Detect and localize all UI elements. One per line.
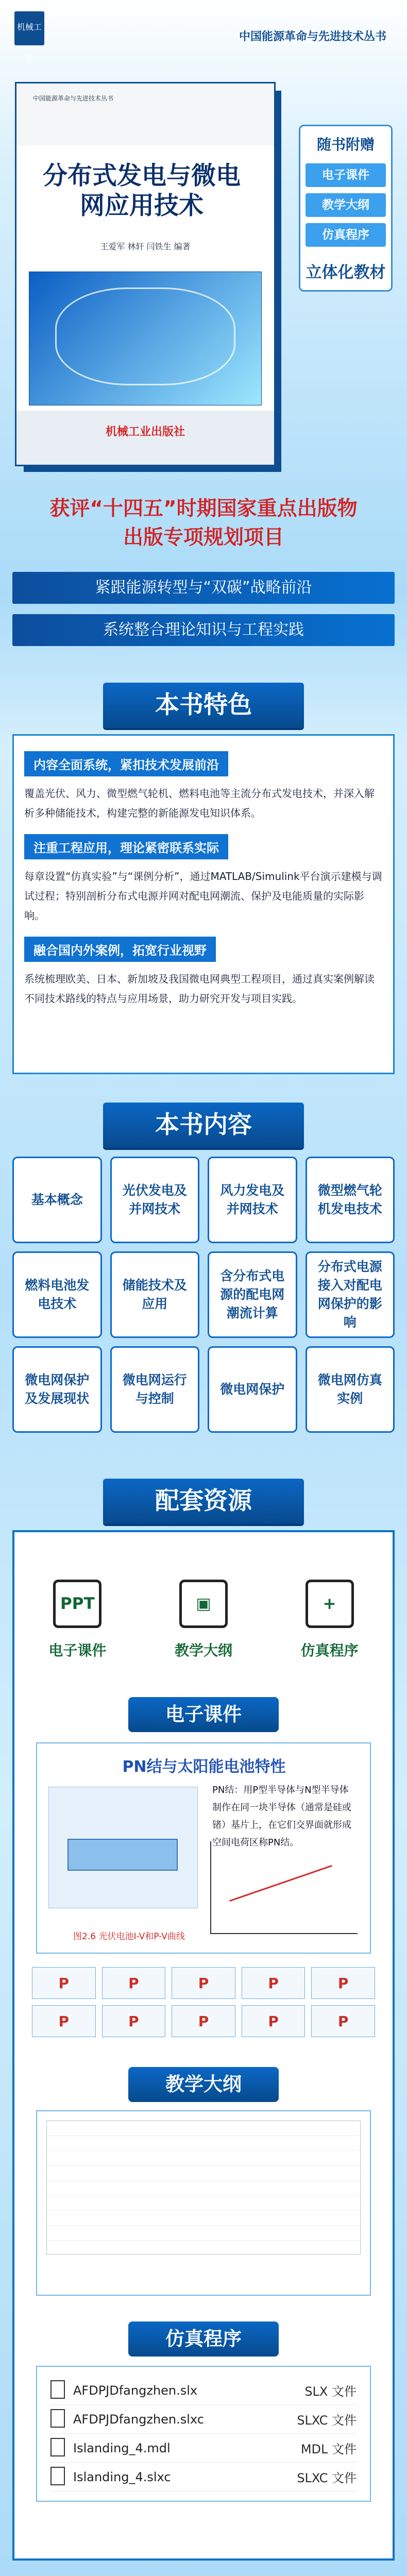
slide-explanation: PN结：用P型半导体与N型半导体制作在同一块半导体（通常是硅或锗）基片上，在它们交界面就形成空间电荷区称PN结。 [212,1785,351,1848]
gift-item-courseware: 电子课件 [306,163,386,187]
slide-caption: 图2.6 光伏电池I-V和P-V曲线 [73,1931,185,1942]
ppt-icon: PPT [53,1580,101,1628]
content-item: 基本概念 [12,1157,102,1243]
feature-text-2: 每章设置“仿真实验”与“课例分析”，通过MATLAB/Simulink平台演示建模与调试过程；特别剖析分布式电源并网对配电网潮流、保护及电能质量的实际影响。 [24,870,382,922]
slide-thumbnail: P [311,1967,375,1999]
slide-thumbnail: P [102,1967,166,1999]
slide-thumbnail: P [32,1967,96,1999]
outline-document [36,2110,371,2296]
contents-grid [12,1157,395,1433]
content-item: 储能技术及应用 [110,1251,200,1338]
slide-thumbnail: P [242,1967,306,1999]
resources-title: 配套资源 [103,1479,304,1524]
publisher-logo: 机械工业 [14,11,44,45]
award-line-1: 获评“十四五”时期国家重点出版物 [49,497,358,520]
file-name: AFDPJDfangzhen.slx [50,2383,269,2398]
resource-label: 教学大纲 [174,1642,232,1659]
feature-banner-1: 紧跟能源转型与“双碳”战略前沿 [12,572,395,604]
file-type: SLXC 文件 [297,2413,357,2428]
slide-thumbnail: P [102,2005,166,2037]
content-item: 光伏发电及并网技术 [110,1157,200,1243]
resource-syllabus [175,1580,232,1660]
content-item: 微电网保护 [208,1346,297,1433]
resources-panel [12,1530,395,2561]
file-name: Islanding_4.slxc [50,2470,269,2484]
program-file-row[interactable] [50,2463,357,2492]
book-cover [16,83,274,465]
file-type: MDL 文件 [300,2442,357,2456]
series-title: 中国能源革命与先进技术丛书 [239,30,386,43]
slide-thumbnail: P [172,2005,235,2037]
outline-table [46,2121,361,2255]
courseware-slide [36,1742,371,1954]
gift-footer: 立体化教材 [306,263,386,282]
feature-text-1: 覆盖光伏、风力、微型燃气轮机、燃料电池等主流分布式发电技术，并深入解析多种储能技术，构建完整的新能源发电知识体系。 [24,787,375,819]
award-line-2: 出版专项规划项目 [123,526,284,549]
outline-title: 教学大纲 [128,2067,279,2102]
iv-curve-chart [210,1841,358,1934]
gift-item-syllabus: 教学大纲 [306,193,386,217]
program-file-row[interactable] [50,2376,357,2405]
cover-circuit-decoration [55,287,235,385]
gift-box [299,125,393,292]
program-list [36,2366,371,2502]
file-type: SLX 文件 [304,2384,357,2399]
slide-thumbnail: P [172,1967,235,1999]
cover-image [29,272,262,405]
resource-icons [14,1543,393,1697]
content-item: 含分布式电源的配电网潮流计算 [208,1251,297,1338]
feature-heading-3: 融合国内外案例，拓宽行业视野 [24,937,216,962]
content-item: 微电网保护及发展现状 [12,1346,102,1433]
cover-author: 王爱军 林轩 闫铁生 编著 [100,242,191,251]
pn-junction-diagram [48,1787,198,1908]
resource-courseware [48,1580,106,1660]
programs-title: 仿真程序 [128,2321,279,2357]
file-name: AFDPJDfangzhen.slxc [50,2412,269,2427]
slide-thumbnail: P [32,2005,96,2037]
feature-heading-1: 内容全面系统，紧扣技术发展前沿 [24,751,228,776]
cover-title: 分布式发电与微电网应用技术 [42,161,241,220]
cover-publisher-area [16,411,274,465]
file-name: Islanding_4.mdl [50,2441,269,2455]
plus-icon: + [306,1580,354,1628]
feature-text-3: 系统梳理欧美、日本、新加坡及我国微电网典型工程项目，通过真实案例解读不同技术路线的特点与应用场景，助力研究开发与项目实践。 [24,973,375,1005]
feature-heading-2: 注重工程应用，理论紧密联系实际 [24,834,228,859]
slide-title: PN结与太阳能电池特性 [122,1758,286,1776]
feature-banner-2: 系统整合理论知识与工程实践 [12,614,395,646]
file-type: SLXC 文件 [297,2471,357,2485]
resource-label: 电子课件 [48,1642,107,1659]
program-file-row[interactable] [50,2434,357,2463]
content-item: 微型燃气轮机发电技术 [306,1157,395,1243]
contents-title: 本书内容 [103,1103,304,1148]
slide-thumbnail: P [311,2005,375,2037]
cover-series-text: 中国能源革命与先进技术丛书 [16,83,274,145]
award-headline [10,495,397,552]
document-icon: ▣ [179,1580,228,1628]
features-title: 本书特色 [103,683,304,728]
gift-item-simulation: 仿真程序 [306,223,386,247]
iv-curve-line [229,1865,332,1902]
slide-thumbnail: P [242,2005,306,2037]
features-box [12,734,395,1074]
cover-publisher: 机械工业出版社 [105,426,185,438]
content-item: 燃料电池发电技术 [12,1251,102,1338]
content-item: 微电网运行与控制 [110,1346,200,1433]
resource-simulation [301,1580,359,1660]
courseware-title: 电子课件 [128,1697,279,1732]
content-item: 分布式电源接入对配电网保护的影响 [306,1251,395,1338]
program-file-row[interactable] [50,2405,357,2434]
resource-label: 仿真程序 [300,1642,359,1659]
gift-heading: 随书附赠 [316,136,375,153]
content-item: 风力发电及并网技术 [208,1157,297,1243]
slide-thumbnails [14,1964,393,2037]
content-item: 微电网仿真实例 [306,1346,395,1433]
